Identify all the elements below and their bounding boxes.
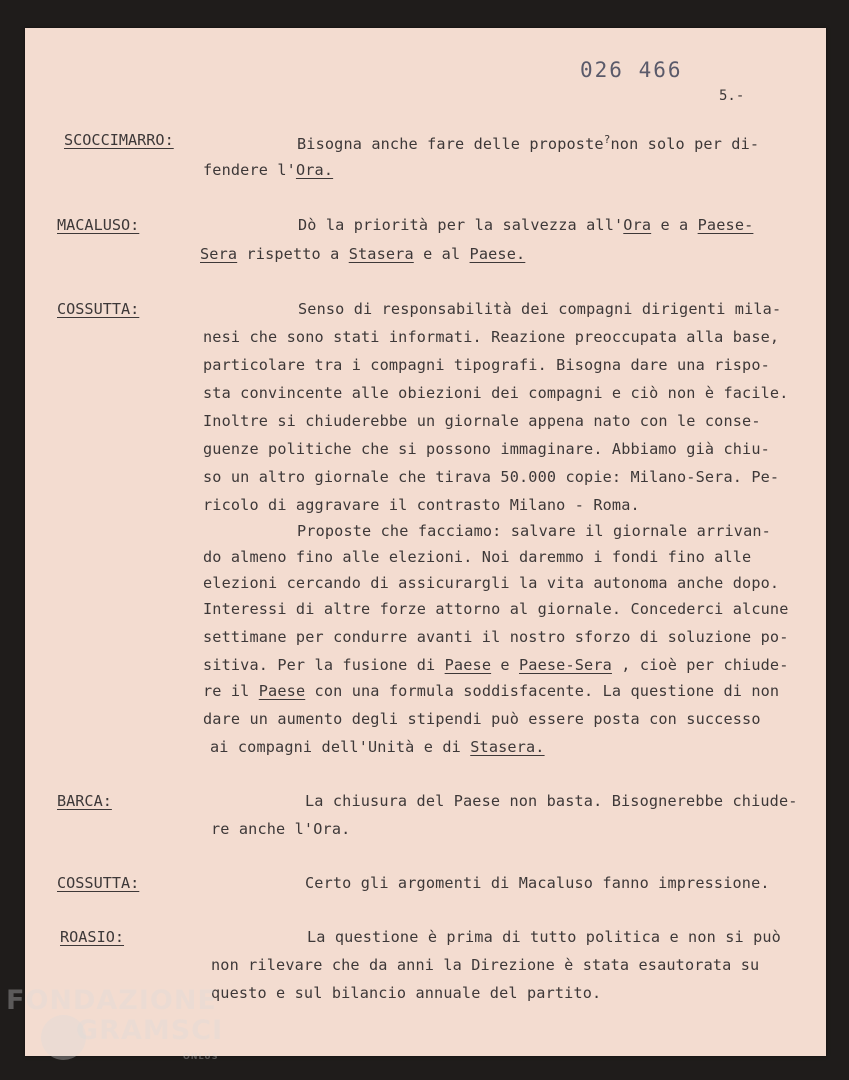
underlined-text: Paese- [697,216,754,234]
text-segment: La questione è prima di tutto politica e non si può [307,928,781,946]
text-line [203,160,333,180]
text-segment: e a [651,216,698,234]
speaker-label: MACALUSO: [57,216,140,234]
text-line [203,655,789,675]
text-line [203,599,789,619]
text-line [307,927,781,947]
text-line [200,244,525,264]
page-number: 5.- [719,88,745,104]
text-line [203,327,779,347]
speaker-label: COSSUTTA: [57,874,140,892]
text-segment: dare un aumento degli stipendi può essere posta con successo [203,710,761,728]
archive-stamp-number: 026 466 [580,58,683,82]
text-line [203,467,779,487]
text-segment: , cioè per chiude- [611,656,789,674]
text-line [211,819,350,839]
text-segment: particolare tra i compagni tipografi. Bisogna dare una rispo- [203,356,770,374]
text-segment: nesi che sono stati informati. Reazione preoccupata alla base, [203,328,780,346]
text-segment: Dò la priorità per la salvezza all' [298,216,624,234]
text-line [305,873,770,893]
text-line [203,355,770,375]
text-segment: fendere l' [203,161,296,179]
text-line [203,495,640,515]
text-line [297,521,771,541]
text-line [298,215,753,235]
text-segment: non rilevare che da anni la Direzione è stata esautorata su [211,956,760,974]
text-segment: e al [413,245,470,263]
text-line [203,411,761,431]
text-segment: settimane per condurre avanti il nostro sforzo di soluzione po- [203,628,789,646]
document-page [25,28,826,1056]
text-line [210,737,545,757]
text-segment: Proposte che facciamo: salvare il giornale arrivan- [297,522,771,540]
text-line [203,439,770,459]
speaker-label: SCOCCIMARRO: [64,131,174,149]
text-segment: La chiusura del Paese non basta. Bisognerebbe chiude- [305,792,798,810]
text-segment: Senso di responsabilità dei compagni dirigenti mila- [298,300,782,318]
underlined-text: Paese [444,656,492,674]
underlined-text: Sera [200,245,238,263]
text-segment: guenze politiche che si possono immaginare. Abbiamo già chiu- [203,440,770,458]
speaker-label: ROASIO: [60,928,125,946]
underlined-text: Stasera [348,245,414,263]
underlined-text: Stasera. [470,738,545,756]
text-line [211,983,601,1003]
text-line [203,681,779,701]
text-segment: rispetto a [237,245,349,263]
underlined-text: Paese-Sera [519,656,612,674]
text-line [298,299,781,319]
watermark-onlus: ONLUS [183,1052,219,1061]
text-segment: re il [203,682,259,700]
text-segment: sitiva. Per la fusione di [203,656,445,674]
text-segment: re anche l'Ora. [211,820,351,838]
underlined-text: Paese. [469,245,526,263]
text-line [305,791,798,811]
text-segment: e [491,656,519,674]
text-line [203,627,789,647]
text-segment: elezioni cercando di assicurargli la vita autonoma anche dopo. [203,574,780,592]
underlined-text: Ora. [295,161,334,179]
text-line [297,130,759,154]
text-segment: ricolo di aggravare il contrasto Milano - Roma. [203,496,640,514]
watermark-gramsci: GRAMSCI [76,1015,224,1046]
text-segment: so un altro giornale che tirava 50.000 copie: Milano-Sera. Pe- [203,468,780,486]
text-line [203,573,779,593]
text-segment: Interessi di altre forze attorno al giornale. Concederci alcune [203,600,789,618]
text-line [211,955,759,975]
text-segment: Bisogna anche fare delle proposte [297,135,604,153]
text-segment: ? [603,133,611,146]
speaker-label: COSSUTTA: [57,300,140,318]
text-segment: non solo per di- [610,135,760,153]
speaker-label: BARCA: [57,792,112,810]
text-segment: con una formula soddisfacente. La questione di non [305,682,780,700]
text-segment: Inoltre si chiuderebbe un giornale appena nato con le conse- [203,412,761,430]
text-segment: do almeno fino alle elezioni. Noi daremmo i fondi fino alle [203,548,752,566]
text-segment: sta convincente alle obiezioni dei compagni e ciò non è facile. [203,384,789,402]
text-line [203,709,761,729]
text-segment: Certo gli argomenti di Macaluso fanno impressione. [305,874,770,892]
underlined-text: Paese [258,682,306,700]
underlined-text: Ora [623,216,652,234]
watermark-fondazione: FONDAZIONE [6,985,217,1016]
text-line [203,547,751,567]
text-line [203,383,789,403]
text-segment: questo e sul bilancio annuale del partito. [211,984,602,1002]
text-segment: ai compagni dell'Unità e di [210,738,471,756]
